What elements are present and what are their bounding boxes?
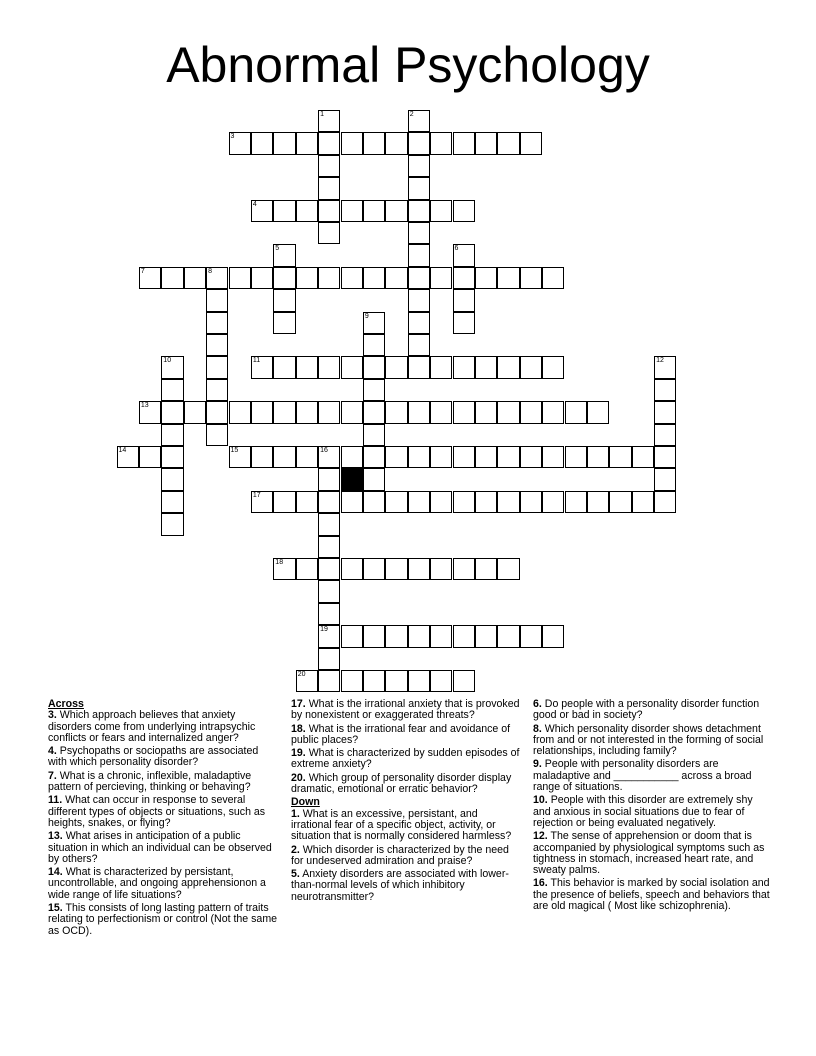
grid-cell[interactable]: [453, 558, 475, 580]
grid-cell[interactable]: [520, 356, 542, 378]
grid-cell[interactable]: [273, 401, 295, 423]
grid-cell[interactable]: [206, 356, 228, 378]
grid-cell[interactable]: [363, 379, 385, 401]
clue: [291, 724, 521, 747]
grid-cell[interactable]: [609, 446, 631, 468]
grid-cell[interactable]: [273, 289, 295, 311]
clue-text: Which group of personality disorder display dramatic, emotional or erratic behavior?: [291, 771, 512, 796]
grid-cell[interactable]: [453, 670, 475, 692]
grid-cell[interactable]: [341, 670, 363, 692]
clue: [48, 831, 278, 865]
puzzle-title: Abnormal Psychology: [166, 37, 650, 93]
grid-cell[interactable]: [453, 401, 475, 423]
clue-number: 15: [230, 447, 239, 454]
grid-cell[interactable]: [184, 401, 206, 423]
clue-number: 6: [454, 245, 459, 253]
grid-cell[interactable]: [497, 356, 519, 378]
grid-cell[interactable]: [296, 558, 318, 580]
grid-cell[interactable]: [229, 132, 251, 154]
grid-cell[interactable]: [542, 267, 564, 289]
grid-cell[interactable]: [565, 446, 587, 468]
grid-cell[interactable]: [296, 670, 318, 692]
clue: [48, 746, 278, 769]
grid-cell[interactable]: [206, 334, 228, 356]
grid-cell[interactable]: [363, 468, 385, 490]
clue: [533, 795, 771, 829]
grid-cell[interactable]: [363, 670, 385, 692]
grid-cell[interactable]: [341, 625, 363, 647]
grid-cell[interactable]: [229, 401, 251, 423]
clue-number: 9: [364, 312, 369, 320]
grid-cell[interactable]: [251, 491, 273, 513]
grid-cell[interactable]: [654, 356, 676, 378]
grid-cell[interactable]: [475, 491, 497, 513]
grid-cell[interactable]: [408, 446, 430, 468]
clues-heading-across: Across: [48, 698, 84, 710]
grid-cell[interactable]: [385, 625, 407, 647]
clue-text: This behavior is marked by social isolation and the presence of beliefs, speech and behaviors that are old magical ( Most like schizophrenia).: [533, 877, 770, 913]
grid-cell[interactable]: [408, 670, 430, 692]
grid-cell[interactable]: [117, 446, 139, 468]
grid-cell[interactable]: [497, 625, 519, 647]
grid-cell[interactable]: [520, 625, 542, 647]
grid-cell[interactable]: [654, 424, 676, 446]
grid-cell[interactable]: [453, 244, 475, 266]
clue-text: Which disorder is characterized by the need for undeserved admiration and praise?: [291, 843, 509, 867]
grid-cell[interactable]: [385, 670, 407, 692]
clue: [291, 773, 521, 796]
grid-cell[interactable]: [475, 132, 497, 154]
grid-cell[interactable]: [385, 267, 407, 289]
down-clues-column: [533, 699, 771, 914]
grid-cell[interactable]: [475, 446, 497, 468]
grid-cell[interactable]: [318, 401, 340, 423]
clue-number: 10: [163, 357, 172, 365]
clue: [48, 867, 278, 901]
black-cell: [341, 468, 363, 490]
grid-cell[interactable]: [542, 491, 564, 513]
grid-cell[interactable]: [206, 424, 228, 446]
grid-cell[interactable]: [273, 267, 295, 289]
clue-number: 3: [230, 133, 235, 141]
grid-cell[interactable]: [273, 312, 295, 334]
grid-cell[interactable]: [251, 401, 273, 423]
clue-number-label: 5.: [291, 868, 300, 881]
grid-cell[interactable]: [385, 200, 407, 222]
clue-text: People with this disorder are extremely shy and anxious in social situations due to fear of rejection or being evaluated negatively.: [533, 794, 753, 829]
grid-cell[interactable]: [453, 132, 475, 154]
grid-cell[interactable]: [453, 312, 475, 334]
grid-cell[interactable]: [654, 468, 676, 490]
grid-cell[interactable]: [273, 132, 295, 154]
grid-cell[interactable]: [318, 580, 340, 602]
grid-cell[interactable]: [251, 200, 273, 222]
clue-number-label: 10.: [533, 794, 548, 807]
grid-cell[interactable]: [408, 558, 430, 580]
grid-cell[interactable]: [161, 356, 183, 378]
grid-cell[interactable]: [632, 491, 654, 513]
grid-cell[interactable]: [139, 401, 161, 423]
clue-number-label: 18.: [291, 722, 306, 735]
grid-cell[interactable]: [542, 356, 564, 378]
clues-column-middle: [291, 699, 521, 905]
grid-cell[interactable]: [229, 446, 251, 468]
grid-cell[interactable]: [318, 110, 340, 132]
clue-text: What is a chronic, inflexible, maladaptive pattern of percieving, thinking or behaving?: [48, 769, 252, 794]
grid-cell[interactable]: [363, 625, 385, 647]
clue-number-label: 17.: [291, 698, 306, 710]
grid-cell[interactable]: [408, 289, 430, 311]
grid-cell[interactable]: [385, 446, 407, 468]
grid-cell[interactable]: [408, 356, 430, 378]
clue-text: People with personality disorders are maladaptive and ___________ across a broad range of situations.: [533, 758, 752, 794]
grid-cell[interactable]: [296, 132, 318, 154]
grid-cell[interactable]: [251, 132, 273, 154]
clue-text: What is the irrational anxiety that is provoked by nonexistent or exaggerated threats?: [291, 698, 520, 722]
grid-cell[interactable]: [296, 267, 318, 289]
grid-cell[interactable]: [318, 603, 340, 625]
clue-number: 19: [320, 626, 328, 634]
grid-cell[interactable]: [520, 491, 542, 513]
grid-cell[interactable]: [453, 491, 475, 513]
grid-cell[interactable]: [341, 491, 363, 513]
grid-cell[interactable]: [654, 379, 676, 401]
across-clues-column: [48, 699, 278, 939]
grid-cell[interactable]: [587, 491, 609, 513]
grid-cell[interactable]: [520, 401, 542, 423]
clue-number-label: 8.: [533, 722, 542, 735]
clue: [48, 771, 278, 794]
clue-text: What can occur in response to several different types of objects or situations, such as heights, snakes, or flying?: [48, 794, 266, 829]
grid-cell[interactable]: [363, 558, 385, 580]
clue: [291, 845, 521, 868]
grid-cell[interactable]: [296, 491, 318, 513]
grid-cell[interactable]: [453, 446, 475, 468]
grid-cell[interactable]: [206, 379, 228, 401]
grid-cell[interactable]: [363, 334, 385, 356]
grid-cell[interactable]: [385, 356, 407, 378]
clue-number: 11: [252, 357, 261, 365]
grid-cell[interactable]: [161, 424, 183, 446]
grid-cell[interactable]: [206, 401, 228, 423]
clue-number-label: 12.: [533, 830, 548, 843]
grid-cell[interactable]: [497, 132, 519, 154]
clue: [291, 809, 521, 843]
grid-cell[interactable]: [453, 625, 475, 647]
clue-text: This consists of long lasting pattern of traits relating to perfectionism or control (Not the same as OCD).: [48, 902, 278, 937]
grid-cell[interactable]: [408, 625, 430, 647]
grid-cell[interactable]: [520, 267, 542, 289]
grid-cell[interactable]: [542, 446, 564, 468]
grid-cell[interactable]: [408, 200, 430, 222]
grid-cell[interactable]: [497, 401, 519, 423]
grid-cell[interactable]: [385, 401, 407, 423]
grid-cell[interactable]: [430, 491, 452, 513]
clue-number-label: 6.: [533, 698, 542, 710]
grid-cell[interactable]: [341, 356, 363, 378]
grid-cell[interactable]: [497, 558, 519, 580]
clue-text: What is characterized by sudden episodes of extreme anxiety?: [291, 747, 520, 771]
grid-cell[interactable]: [475, 401, 497, 423]
grid-cell[interactable]: [139, 446, 161, 468]
grid-cell[interactable]: [139, 267, 161, 289]
grid-cell[interactable]: [497, 267, 519, 289]
grid-cell[interactable]: [363, 200, 385, 222]
clue-text: Do people with a personality disorder function good or bad in society?: [533, 698, 760, 722]
clue-number-label: 14.: [48, 866, 63, 879]
clue-text: Psychopaths or sociopaths are associated with which personality disorder?: [48, 745, 259, 769]
grid-cell[interactable]: [363, 446, 385, 468]
grid-cell[interactable]: [363, 424, 385, 446]
grid-cell[interactable]: [385, 132, 407, 154]
grid-cell[interactable]: [161, 468, 183, 490]
grid-cell[interactable]: [341, 267, 363, 289]
grid-cell[interactable]: [318, 200, 340, 222]
clue-number: 7: [140, 267, 145, 275]
grid-cell[interactable]: [587, 401, 609, 423]
grid-cell[interactable]: [430, 132, 452, 154]
grid-cell[interactable]: [430, 267, 452, 289]
grid-cell[interactable]: [318, 155, 340, 177]
grid-cell[interactable]: [430, 558, 452, 580]
grid-cell[interactable]: [430, 625, 452, 647]
grid-cell[interactable]: [408, 334, 430, 356]
clue-text: What is the irrational fear and avoidance of public places?: [291, 722, 511, 746]
grid-cell[interactable]: [430, 446, 452, 468]
grid-cell[interactable]: [654, 491, 676, 513]
clue-number: 13: [140, 402, 149, 410]
grid-cell[interactable]: [229, 267, 251, 289]
clue: [533, 699, 771, 722]
grid-cell[interactable]: [341, 401, 363, 423]
grid-cell[interactable]: [363, 132, 385, 154]
grid-cell[interactable]: [341, 558, 363, 580]
grid-cell[interactable]: [654, 401, 676, 423]
clue-number: 14: [118, 447, 127, 454]
grid-cell[interactable]: [206, 289, 228, 311]
grid-cell[interactable]: [161, 379, 183, 401]
grid-cell[interactable]: [318, 177, 340, 199]
grid-cell[interactable]: [430, 401, 452, 423]
clue-number-label: 20.: [291, 771, 306, 784]
clue-number: 17: [252, 491, 261, 499]
clue-number: 1: [320, 111, 324, 118]
grid-cell[interactable]: [475, 267, 497, 289]
grid-cell[interactable]: [296, 200, 318, 222]
grid-cell[interactable]: [408, 132, 430, 154]
grid-cell[interactable]: [318, 625, 340, 647]
grid-cell[interactable]: [273, 356, 295, 378]
clue-number-label: 4.: [48, 745, 57, 758]
grid-cell[interactable]: [363, 267, 385, 289]
clue: [291, 869, 521, 903]
clue-number: 16: [320, 447, 328, 454]
clue: [533, 759, 771, 793]
grid-cell[interactable]: [206, 312, 228, 334]
grid-cell[interactable]: [475, 558, 497, 580]
clue-number-label: 19.: [291, 747, 306, 760]
grid-cell[interactable]: [565, 491, 587, 513]
clue-text: What is an excessive, persistant, and irrational fear of a specific object, activity, or situation that is normally considered harmless?: [291, 807, 512, 843]
clue: [291, 699, 521, 722]
clue-text: Anxiety disorders are associated with lower-than-normal levels of which inhibitory neurotransmitter?: [291, 868, 509, 903]
grid-cell[interactable]: [161, 401, 183, 423]
grid-cell[interactable]: [273, 558, 295, 580]
grid-cell[interactable]: [161, 267, 183, 289]
clue-number: 5: [275, 245, 280, 253]
clue-text: What is characterized by persistant, uncontrollable, and ongoing apprehensionon a wide range of life situations?: [48, 866, 266, 901]
clue-number: 4: [252, 200, 257, 208]
grid-cell[interactable]: [318, 648, 340, 670]
clue-number-label: 9.: [533, 758, 542, 771]
grid-cell[interactable]: [497, 446, 519, 468]
clue: [48, 795, 278, 829]
grid-cell[interactable]: [296, 446, 318, 468]
grid-cell[interactable]: [363, 356, 385, 378]
clue-number: 18: [275, 559, 284, 566]
grid-cell[interactable]: [632, 446, 654, 468]
grid-cell[interactable]: [161, 491, 183, 513]
grid-cell[interactable]: [341, 200, 363, 222]
grid-cell[interactable]: [542, 401, 564, 423]
grid-cell[interactable]: [408, 110, 430, 132]
grid-cell[interactable]: [408, 491, 430, 513]
clue: [291, 748, 521, 771]
clue-number: 8: [208, 267, 212, 275]
grid-cell[interactable]: [475, 356, 497, 378]
clue-text: The sense of apprehension or doom that is accompanied by physiological symptoms such as tightness in stomach, increased heart rate, and sweaty palms.: [533, 830, 765, 877]
grid-cell[interactable]: [430, 670, 452, 692]
clue-text: Which approach believes that anxiety disorders come from underlying intrapsychic conflicts or fears and internalized anger?: [48, 709, 256, 744]
grid-cell[interactable]: [542, 625, 564, 647]
grid-cell[interactable]: [341, 446, 363, 468]
grid-cell[interactable]: [318, 468, 340, 490]
grid-cell[interactable]: [385, 491, 407, 513]
clue: [48, 903, 278, 937]
grid-cell[interactable]: [318, 491, 340, 513]
clues-heading-down: Down: [291, 796, 320, 809]
grid-cell[interactable]: [161, 446, 183, 468]
grid-cell[interactable]: [318, 670, 340, 692]
grid-cell[interactable]: [251, 446, 273, 468]
grid-cell[interactable]: [430, 200, 452, 222]
grid-cell[interactable]: [318, 267, 340, 289]
grid-cell[interactable]: [408, 222, 430, 244]
grid-cell[interactable]: [273, 200, 295, 222]
clue: [533, 878, 771, 912]
clue-text: What arises in anticipation of a public situation in which an individual can be observed by others?: [48, 830, 272, 865]
grid-cell[interactable]: [408, 267, 430, 289]
clue-number-label: 2.: [291, 843, 300, 856]
grid-cell[interactable]: [206, 267, 228, 289]
grid-cell[interactable]: [363, 491, 385, 513]
grid-cell[interactable]: [273, 244, 295, 266]
grid-cell[interactable]: [318, 513, 340, 535]
clue-number-label: 15.: [48, 902, 63, 915]
grid-cell[interactable]: [565, 401, 587, 423]
grid-cell[interactable]: [273, 446, 295, 468]
grid-cell[interactable]: [520, 132, 542, 154]
grid-cell[interactable]: [385, 558, 407, 580]
grid-cell[interactable]: [363, 401, 385, 423]
clue-text: Which personality disorder shows detachment from and or not interested in the forming of social relationships, including family?: [533, 722, 764, 758]
grid-cell[interactable]: [318, 558, 340, 580]
grid-cell[interactable]: [318, 446, 340, 468]
grid-cell[interactable]: [453, 200, 475, 222]
grid-cell[interactable]: [408, 155, 430, 177]
grid-cell[interactable]: [408, 401, 430, 423]
grid-cell[interactable]: [184, 267, 206, 289]
grid-cell[interactable]: [430, 356, 452, 378]
grid-cell[interactable]: [251, 267, 273, 289]
grid-cell[interactable]: [453, 289, 475, 311]
clue-number-label: 7.: [48, 769, 57, 782]
grid-cell[interactable]: [363, 312, 385, 334]
clue: [533, 724, 771, 758]
clue-number-label: 1.: [291, 807, 300, 820]
clue-number: 2: [409, 111, 414, 118]
clue-number-label: 16.: [533, 877, 548, 890]
grid-cell[interactable]: [453, 356, 475, 378]
grid-cell[interactable]: [318, 132, 340, 154]
grid-cell[interactable]: [609, 491, 631, 513]
grid-cell[interactable]: [654, 446, 676, 468]
grid-cell[interactable]: [453, 267, 475, 289]
grid-cell[interactable]: [251, 356, 273, 378]
clue-number: 12: [656, 357, 664, 365]
grid-cell[interactable]: [318, 536, 340, 558]
clue-number-label: 11.: [48, 794, 63, 807]
grid-cell[interactable]: [408, 244, 430, 266]
grid-cell[interactable]: [296, 356, 318, 378]
grid-cell[interactable]: [273, 491, 295, 513]
grid-cell[interactable]: [318, 222, 340, 244]
clue-number-label: 13.: [48, 830, 63, 843]
grid-cell[interactable]: [161, 513, 183, 535]
grid-cell[interactable]: [408, 177, 430, 199]
grid-cell[interactable]: [318, 356, 340, 378]
clue-number: 20: [297, 671, 306, 678]
grid-cell[interactable]: [587, 446, 609, 468]
clue-number-label: 3.: [48, 709, 57, 722]
grid-cell[interactable]: [475, 625, 497, 647]
grid-cell[interactable]: [520, 446, 542, 468]
grid-cell[interactable]: [497, 491, 519, 513]
clue: [533, 831, 771, 876]
grid-cell[interactable]: [408, 312, 430, 334]
grid-cell[interactable]: [341, 132, 363, 154]
clue: [48, 710, 278, 744]
grid-cell[interactable]: [296, 401, 318, 423]
